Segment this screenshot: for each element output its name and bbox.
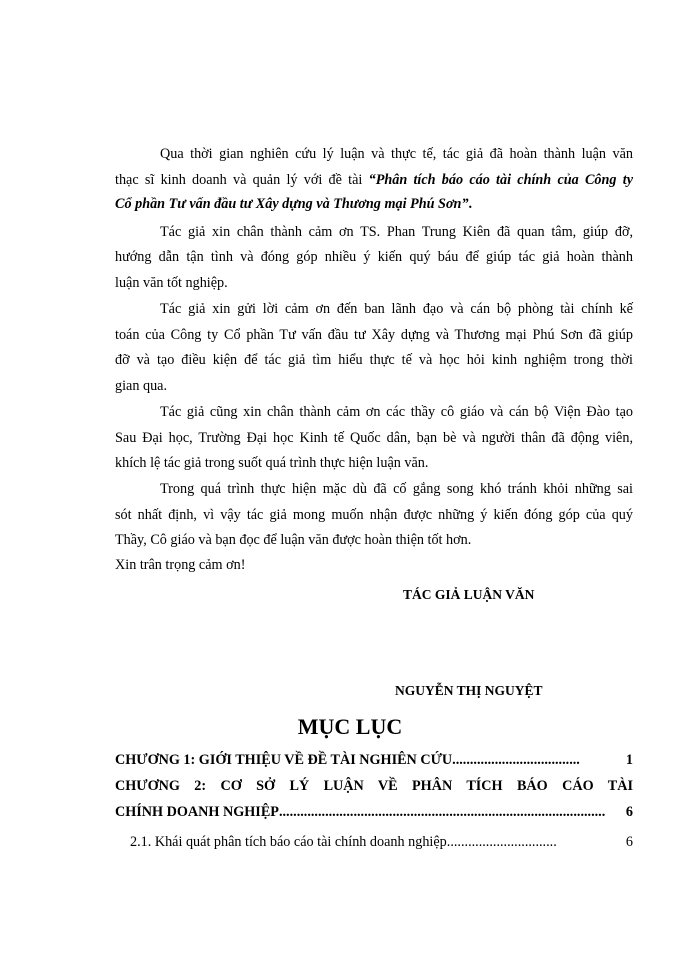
toc-entry-label: CHƯƠNG 1: GIỚI THIỆU VỀ ĐỀ TÀI NGHIÊN CỨU <box>115 752 453 768</box>
toc-entry-chapter-2[interactable] <box>115 803 633 821</box>
toc-entry-label: CHÍNH DOANH NGHIỆP <box>115 804 279 820</box>
thesis-title-period: . <box>468 196 473 212</box>
author-label: TÁC GIẢ LUẬN VĂN <box>403 587 535 602</box>
ack-p1-line2-text: thạc sĩ kinh doanh và quản lý với đề tài <box>115 172 369 188</box>
ack-p1-line3 <box>115 195 472 213</box>
toc-entry-chapter-1[interactable] <box>115 751 633 769</box>
ack-p3-line1: Tác giả xin gửi lời cảm ơn đến ban lãnh đạo và cán bộ phòng tài chính kế <box>160 301 633 317</box>
thesis-title-part2: Cổ phần Tư vấn đầu tư Xây dựng và Thương mại Phú Sơn” <box>115 196 469 212</box>
closing-text: Xin trân trọng cảm ơn! <box>115 557 246 573</box>
toc-entry-chapter-2-line1[interactable]: CHƯƠNG 2: CƠ SỞ LÝ LUẬN VỀ PHÂN TÍCH BÁO CÁO TÀI <box>115 778 633 794</box>
ack-p3-line3: đỡ và tạo điều kiện để tác giả tìm hiểu thực tế và học hỏi kinh nghiệm trong thời <box>115 352 633 368</box>
toc-page-number: 6 <box>625 834 633 850</box>
ack-p2-line3: luận văn tốt nghiệp. <box>115 275 228 291</box>
ack-p3-line4: gian qua. <box>115 378 168 394</box>
toc-leader-dots: .............................. <box>450 834 557 850</box>
ack-p1-line2 <box>115 171 633 189</box>
ack-p1-line1: Qua thời gian nghiên cứu lý luận và thực tế, tác giả đã hoàn thành luận văn <box>160 146 633 162</box>
ack-p2-line2: hướng dẫn tận tình và đóng góp nhiều ý kiến quý báu để giúp tác giả hoàn thành <box>115 249 633 265</box>
ack-p4-line1: Tác giả cũng xin chân thành cảm ơn các thầy cô giáo và cán bộ Viện Đào tạo <box>160 404 633 420</box>
thesis-title-part1: “Phân tích báo cáo tài chính của Công ty <box>368 172 633 188</box>
toc-leader-dots: ............................................................................................ <box>278 804 606 820</box>
toc-entry-section-2-1[interactable] <box>130 833 633 851</box>
toc-title: MỤC LỤC <box>297 714 403 739</box>
ack-p4-line2: Sau Đại học, Trường Đại học Kinh tế Quốc dân, bạn bè và người thân đã động viên, <box>115 430 633 446</box>
ack-p2-line1: Tác giả xin chân thành cảm ơn TS. Phan Trung Kiên đã quan tâm, giúp đỡ, <box>160 224 633 240</box>
toc-page-number: 1 <box>625 752 633 768</box>
ack-p4-line3: khích lệ tác giả trong suốt quá trình thực hiện luận văn. <box>115 455 429 471</box>
toc-leader-dots: .................................... <box>452 752 580 768</box>
ack-p5-line3: Thầy, Cô giáo và bạn đọc để luận văn được hoàn thiện tốt hơn. <box>115 532 472 548</box>
ack-p3-line2: toán của Công ty Cổ phần Tư vấn đầu tư Xây dựng và Thương mại Phú Sơn đã giúp <box>115 327 633 343</box>
ack-p5-line2: sót nhất định, vì vậy tác giả mong muốn nhận được những ý kiến đóng góp của quý <box>115 507 633 523</box>
toc-page-number: 6 <box>625 804 633 820</box>
author-name: NGUYỄN THỊ NGUYỆT <box>395 683 543 698</box>
ack-p5-line1: Trong quá trình thực hiện mặc dù đã cố gắng song khó tránh khỏi những sai <box>160 481 633 497</box>
toc-entry-label: 2.1. Khái quát phân tích báo cáo tài chính doanh nghiệp. <box>130 834 451 850</box>
